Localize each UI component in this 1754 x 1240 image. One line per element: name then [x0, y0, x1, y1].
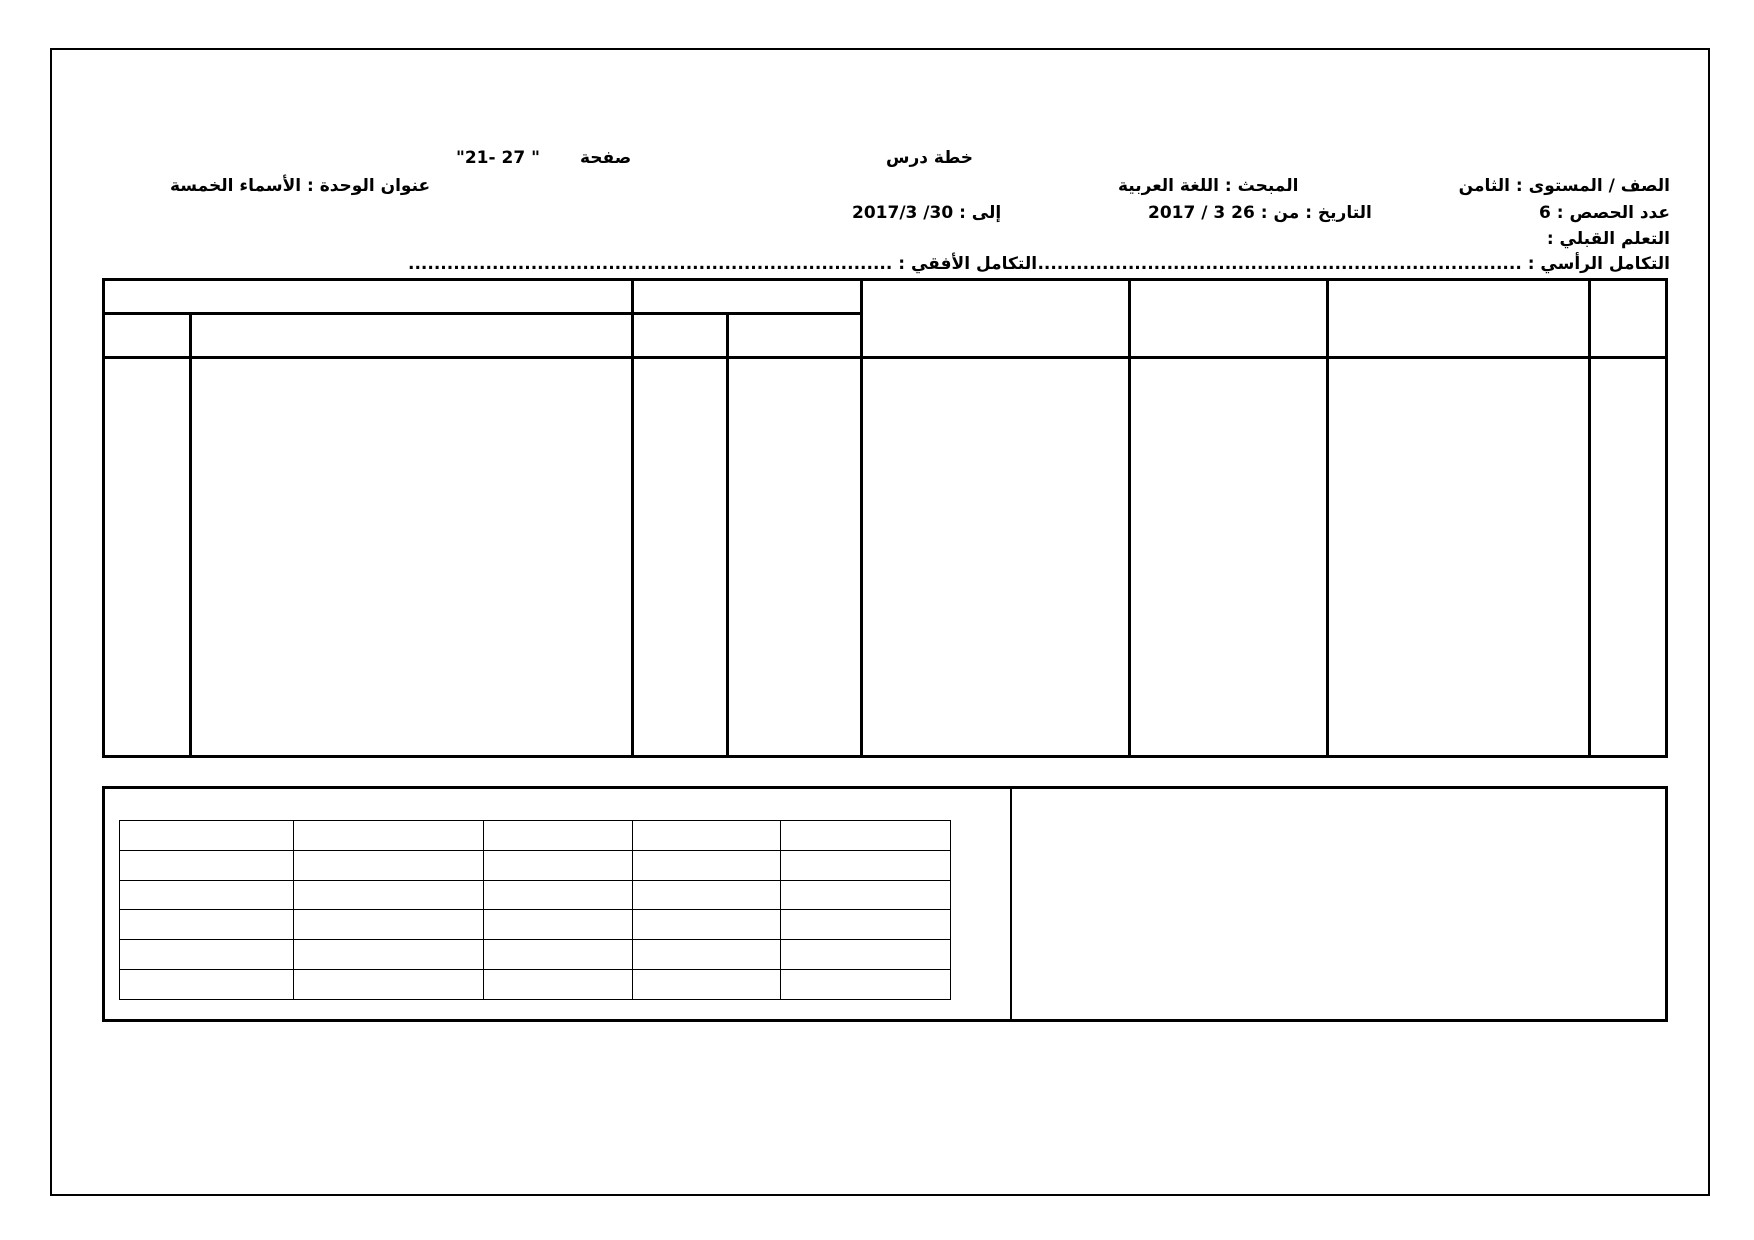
- time-line: [109, 365, 185, 393]
- followup-row: [120, 880, 951, 910]
- outcomes-cell: [1328, 358, 1590, 757]
- box-divider: [1010, 789, 1012, 1019]
- followup-col-outcomes: [293, 821, 483, 851]
- followup-cell[interactable]: [293, 910, 483, 940]
- followup-cell[interactable]: [293, 880, 483, 910]
- eval-tool-line: [638, 365, 722, 387]
- date-to: إلى : 30/ 2017/3: [852, 203, 1002, 223]
- followup-cell[interactable]: [633, 880, 781, 910]
- subject: المبحث : اللغة العربية: [1118, 176, 1299, 196]
- unit-title: عنوان الوحدة : الأسماء الخمسة: [170, 176, 431, 196]
- eval-strategy-line: [733, 365, 856, 386]
- followup-col-section: [633, 821, 781, 851]
- number-cell: [1589, 358, 1666, 757]
- lesson-plan-table: [102, 278, 1668, 758]
- followup-col-homework: [120, 821, 294, 851]
- page-title: خطة درس: [886, 148, 974, 168]
- col-eval-strategy-header: [728, 314, 862, 358]
- followup-cell[interactable]: [483, 910, 633, 940]
- time-line: [109, 421, 185, 449]
- followup-cell[interactable]: [483, 880, 633, 910]
- col-strategies-header: [862, 280, 1130, 358]
- procedures-cell: [191, 358, 633, 757]
- followup-cell[interactable]: [483, 940, 633, 970]
- material-line: [1135, 365, 1323, 384]
- followup-row: [120, 850, 951, 880]
- followup-cell[interactable]: [293, 970, 483, 1000]
- eval-tool-line: [638, 387, 722, 405]
- followup-cell[interactable]: [120, 880, 294, 910]
- col-number-header: [1589, 280, 1666, 358]
- followup-table: [119, 820, 951, 1000]
- followup-cell[interactable]: [633, 850, 781, 880]
- periods-count: عدد الحصص : 6: [1539, 203, 1670, 223]
- followup-cell[interactable]: [781, 880, 951, 910]
- followup-cell[interactable]: [633, 910, 781, 940]
- eval-strategy-line: [733, 386, 856, 390]
- procedure-line: [196, 365, 627, 384]
- followup-cell[interactable]: [483, 850, 633, 880]
- followup-row: [120, 940, 951, 970]
- time-cell: [104, 358, 191, 757]
- grade-level: الصف / المستوى : الثامن: [1458, 176, 1670, 196]
- followup-cell[interactable]: [120, 910, 294, 940]
- followup-cell[interactable]: [483, 970, 633, 1000]
- followup-cell[interactable]: [120, 940, 294, 970]
- followup-cell[interactable]: [781, 970, 951, 1000]
- followup-cell[interactable]: [781, 850, 951, 880]
- followup-cell[interactable]: [293, 940, 483, 970]
- vertical-integration: التكامل الرأسي : ...........................................................................: [1037, 254, 1670, 274]
- strategies-cell: [862, 358, 1130, 757]
- followup-cell[interactable]: [781, 940, 951, 970]
- page-label: صفحة: [580, 148, 632, 168]
- prior-learning: التعلم القبلي :: [1546, 229, 1670, 249]
- followup-row: [120, 910, 951, 940]
- horizontal-integration: التكامل الأفقي : ...........................................................................: [408, 254, 1038, 274]
- date-from: التاريخ : من : 26 3 / 2017: [1148, 203, 1372, 223]
- time-line: [109, 393, 185, 421]
- col-procedures-header: [191, 314, 633, 358]
- col-time-header: [104, 314, 191, 358]
- eval-strategy-cell: [728, 358, 862, 757]
- followup-cell[interactable]: [781, 910, 951, 940]
- followup-cell[interactable]: [120, 850, 294, 880]
- col-execution-header: [104, 280, 633, 314]
- followup-cell[interactable]: [293, 850, 483, 880]
- followup-cell[interactable]: [633, 940, 781, 970]
- followup-col-period: [483, 821, 633, 851]
- eval-tool-cell: [633, 358, 728, 757]
- col-materials-header: [1129, 280, 1328, 358]
- col-eval-tool-header: [633, 314, 728, 358]
- followup-col-day: [781, 821, 951, 851]
- followup-cell[interactable]: [120, 970, 294, 1000]
- followup-cell[interactable]: [633, 970, 781, 1000]
- materials-cell: [1129, 358, 1328, 757]
- page-range: "21- 27 ": [456, 148, 540, 168]
- procedure-line: [196, 384, 627, 403]
- followup-row: [120, 970, 951, 1000]
- col-evaluation-header: [633, 280, 862, 314]
- col-outcomes-header: [1328, 280, 1590, 358]
